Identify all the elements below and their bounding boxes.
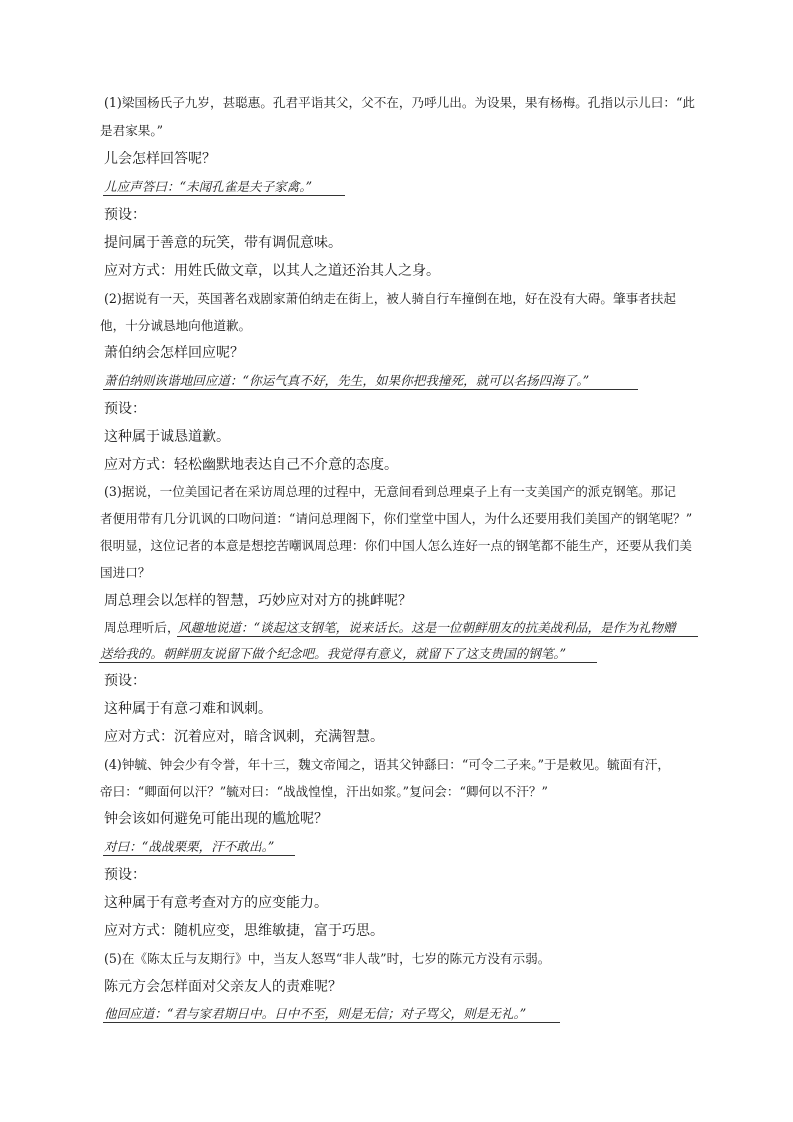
story-4-line-1: (4)钟毓、钟会少有令誉，年十三，魏文帝闻之，语其父钟繇曰：“可令二子来。”于是敕见。毓面有汗， — [104, 757, 670, 772]
answer-5-underline — [103, 1022, 560, 1023]
story-5-line-1: (5)在《陈太丘与友期行》中，当友人怒骂“非人哉”时，七岁的陈元方没有示弱。 — [104, 951, 551, 966]
story-4-line-2: 帝曰：“卿面何以汗？”毓对曰：“战战惶惶，汗出如浆。”复问会：“卿何以不汗？” — [100, 784, 548, 799]
answer-3-line-1: 风趣地说道：“谈起这支钢笔，说来话长。这是一位朝鲜朋友的抗美战利品，是作为礼物赠 — [178, 620, 676, 635]
answer-3-line-1-underline — [177, 636, 698, 637]
answer-3-intro: 周总理听后， — [104, 620, 180, 635]
question-3: 周总理会以怎样的智慧，巧妙应对对方的挑衅呢？ — [104, 593, 412, 609]
preset-3-type: 这种属于有意刁难和讽刺。 — [104, 701, 272, 717]
preset-2-type: 这种属于诚恳道歉。 — [104, 429, 230, 445]
preset-2-strategy: 应对方式：轻松幽默地表达自己不介意的态度。 — [104, 457, 398, 473]
story-3-line-1: (3)据说，一位美国记者在采访周总理的过程中，无意间看到总理桌子上有一支美国产的派克钢笔。那记 — [104, 484, 676, 499]
preset-4-strategy: 应对方式：随机应变，思维敏捷，富于巧思。 — [104, 923, 384, 939]
question-2: 萧伯纳会怎样回应呢？ — [104, 345, 244, 361]
story-2-line-1: (2)据说有一天，英国著名戏剧家萧伯纳走在街上，被人骑自行车撞倒在地，好在没有大碍。肇事者扶起 — [104, 291, 676, 306]
question-4: 钟会该如何避免可能出现的尴尬呢？ — [104, 811, 328, 827]
preset-3-strategy: 应对方式：沉着应对，暗含讽刺，充满智慧。 — [104, 729, 384, 745]
answer-4: 对曰：“战战栗栗，汗不敢出。” — [104, 839, 275, 854]
story-3-line-3: 很明显，这位记者的本意是想挖苦嘲讽周总理：你们中国人怎么连好一点的钢笔都不能生产，还要从我们美 — [100, 538, 692, 553]
answer-1: 儿应声答曰：“未闻孔雀是夫子家禽。” — [104, 179, 313, 194]
preset-4-type: 这种属于有意考查对方的应变能力。 — [104, 895, 328, 911]
answer-5: 他回应道：“君与家君期日中。日中不至，则是无信；对子骂父，则是无礼。” — [104, 1006, 527, 1021]
preset-3-label: 预设： — [104, 673, 146, 689]
answer-2-underline — [103, 389, 638, 390]
story-1-line-1: (1)梁国杨氏子九岁，甚聪惠。孔君平诣其父，父不在，乃呼儿出。为设果，果有杨梅。孔指以示儿曰：“此 — [104, 95, 695, 110]
preset-2-label: 预设： — [104, 401, 146, 417]
question-5: 陈元方会怎样面对父亲友人的责难呢？ — [104, 979, 342, 995]
answer-4-underline — [103, 855, 295, 856]
preset-4-label: 预设： — [104, 867, 146, 883]
story-3-line-2: 者便用带有几分讥讽的口吻问道：“请问总理阁下，你们堂堂中国人，为什么还要用我们美国产的钢笔呢？” — [100, 511, 693, 526]
preset-1-strategy: 应对方式：用姓氏做文章，以其人之道还治其人之身。 — [104, 263, 440, 279]
preset-1-type: 提问属于善意的玩笑，带有调侃意味。 — [104, 235, 342, 251]
question-1: 儿会怎样回答呢？ — [104, 151, 216, 167]
answer-2: 萧伯纳则诙谐地回应道：“你运气真不好，先生，如果你把我撞死，就可以名扬四海了。” — [104, 373, 590, 388]
answer-3-line-2-underline — [99, 662, 597, 663]
story-1-line-2: 是君家果。” — [100, 123, 164, 138]
preset-1-label: 预设： — [104, 207, 146, 223]
answer-3-line-2: 送给我的。朝鲜朋友说留下做个纪念吧。我觉得有意义，就留下了这支贵国的钢笔。” — [100, 646, 567, 661]
story-2-line-2: 他，十分诚恳地向他道歉。 — [100, 318, 252, 333]
story-3-line-4: 国进口？ — [100, 565, 151, 580]
answer-1-underline — [103, 195, 345, 196]
